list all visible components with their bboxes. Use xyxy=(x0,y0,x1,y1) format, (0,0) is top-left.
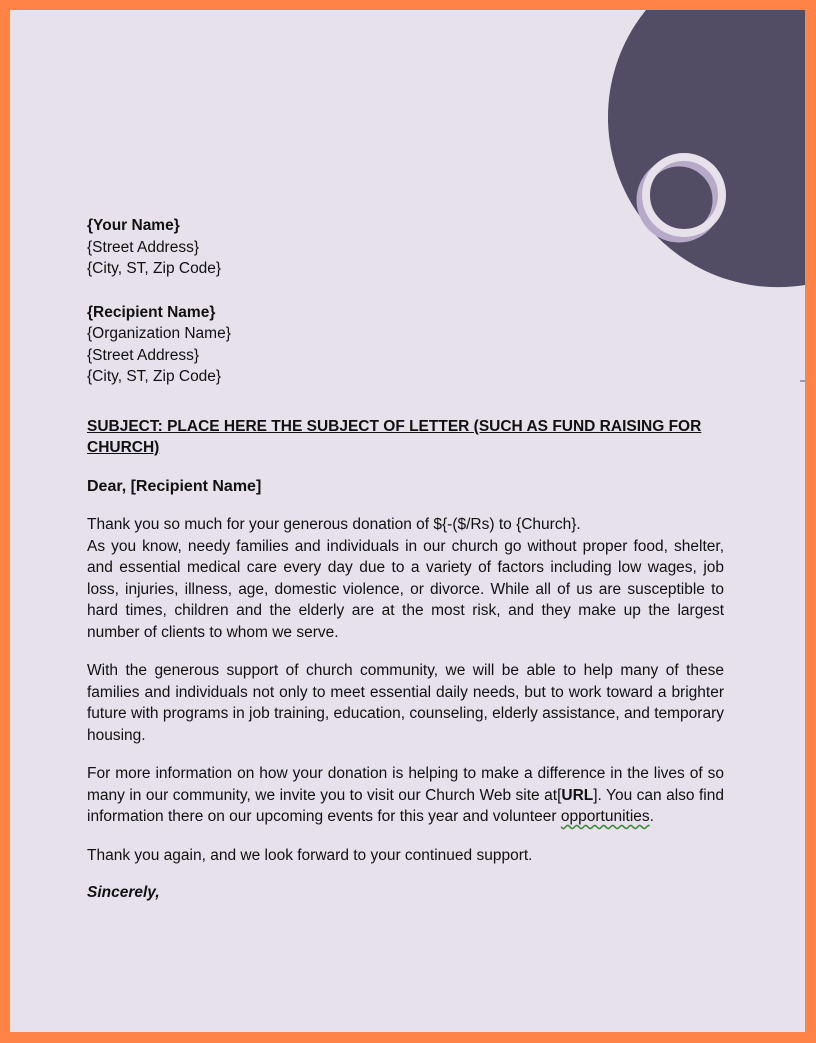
recipient-city: {City, ST, Zip Code} xyxy=(87,368,222,385)
letter-content xyxy=(87,215,724,904)
closing: Sincerely, xyxy=(87,884,160,901)
body-paragraph-1-line-1: Thank you so much for your generous donation of ${-($/Rs) to {Church}. xyxy=(87,516,581,533)
p3-text-after: ]. You can also find information there on our upcoming events for this year and volunteer xyxy=(87,786,724,825)
body-paragraph-3 xyxy=(87,763,724,828)
p3-last-word: opportunities xyxy=(560,808,650,825)
right-edge-tick xyxy=(800,380,805,382)
sender-name: {Your Name} xyxy=(87,217,180,234)
body-paragraph-1 xyxy=(87,514,724,643)
body-paragraph-1-rest: As you know, needy families and individuals in our church go without proper food, shelter, and essential medical care every day due to a variety of factors including low wages, job loss, injuries, illness, age, domestic violence, or divorce. While all of us are susceptible to hard times, children and the elderly are at the most risk, and they make up the largest number of clients to whom we serve. xyxy=(87,537,724,641)
recipient-street: {Street Address} xyxy=(87,346,200,364)
sender-city: {City, ST, Zip Code} xyxy=(87,260,222,277)
p3-text-before: For more information on how your donation is helping to make a difference in the lives of so many in our community, we invite you to visit our Church Web site at[ xyxy=(87,765,724,804)
letter-page xyxy=(10,10,805,1032)
body-paragraph-4: Thank you again, and we look forward to your continued support. xyxy=(87,846,533,864)
recipient-organization: {Organization Name} xyxy=(87,325,231,342)
recipient-block xyxy=(87,302,724,388)
letter-subject: SUBJECT: PLACE HERE THE SUBJECT OF LETTER (SUCH AS FUND RAISING FOR CHURCH) xyxy=(87,417,702,456)
url-placeholder: URL xyxy=(561,786,594,804)
sender-street: {Street Address} xyxy=(87,238,200,256)
p3-end: . xyxy=(649,808,654,825)
salutation: Dear, [Recipient Name] xyxy=(87,477,262,495)
recipient-name: {Recipient Name} xyxy=(87,303,216,321)
body-paragraph-2: With the generous support of church community, we will be able to help many of these families and individuals not only to meet essential daily needs, but to work toward a brighter future with programs in job training, education, counseling, elderly assistance, and temporary housing. xyxy=(87,662,724,744)
sender-block xyxy=(87,215,724,280)
